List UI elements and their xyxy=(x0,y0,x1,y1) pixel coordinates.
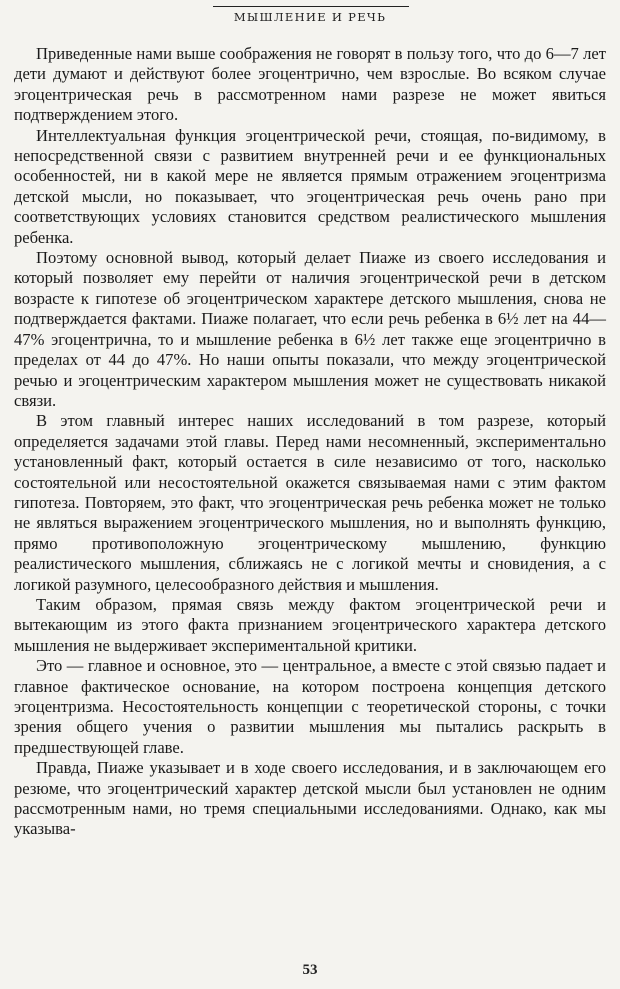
paragraph: Это — главное и основное, это — центральное, а вместе с этой связью падает и главное фактическое основание, на котором построена концепция детского эгоцентризма. Несостоятельность концепции с теоретической стороны, с точки зрения общего учения о развитии мышления мы пытались раскрыть в предшествующей главе. xyxy=(14,656,606,757)
paragraph: Поэтому основной вывод, который делает Пиаже из своего исследования и который позволяет ему перейти от наличия эгоцентрической речи в детском возрасте к гипотезе об эгоцентрическом характере детского мышления, снова не подтверждается фактами. Пиаже полагает, что если речь ребенка в 6½ лет на 44—47% эгоцентрична, то и мышление ребенка в 6½ лет также еще эгоцентрично в пределах от 44 до 47%. Но наши опыты показали, что между эгоцентрической речью и эгоцентрическим характером мышления может не существовать никакой связи. xyxy=(14,248,606,410)
paragraph: Правда, Пиаже указывает и в ходе своего исследования, и в заключающем его резюме, что эгоцентрический характер детской мысли был установлен не одним рассмотренным нами, но тремя специальными исследованиями. Однако, как мы указыва- xyxy=(14,758,606,839)
paragraph: Интеллектуальная функция эгоцентрической речи, стоящая, по-видимому, в непосредственной связи с развитием внутренней речи и ее функциональных особенностей, ни в какой мере не является прямым отражением эгоцентризма детской мысли, но показывает, что эгоцентрическая речь очень рано при соответствующих условиях становится средством реалистического мышления ребенка. xyxy=(14,125,606,247)
paragraph: В этом главный интерес наших исследований в том разрезе, который определяется задачами этой главы. Перед нами несомненный, экспериментально установленный факт, который остается в силе независимо от того, насколько состоятельной или несостоятельной окажется связываемая нами с этим фактом гипотеза. Повторяем, это факт, что эгоцентрическая речь ребенка может не только не являться выражением эгоцентрического мышления, но и выполнять функцию, прямо противоположную эгоцентрическому мышлению, функцию реалистического мышления, сближаясь не с логикой мечты и сновидения, а с логикой разумного, целесообразного действия и мышления. xyxy=(14,411,606,594)
running-head: МЫШЛЕНИЕ И РЕЧЬ xyxy=(233,10,387,24)
paragraph: Приведенные нами выше соображения не говорят в пользу того, что до 6—7 лет дети думают и действуют более эгоцентрично, чем взрослые. Во всяком случае эгоцентрическая речь в рассмотренном нами разрезе не может явиться подтверждением этого. xyxy=(14,44,606,125)
header-rule xyxy=(213,6,409,7)
paragraph: Таким образом, прямая связь между фактом эгоцентрической речи и вытекающим из этого факта признанием эгоцентрического характера детского мышления не выдерживает экспериментальной критики. xyxy=(14,594,606,655)
body-text xyxy=(14,44,606,840)
page-number: 53 xyxy=(302,962,318,978)
